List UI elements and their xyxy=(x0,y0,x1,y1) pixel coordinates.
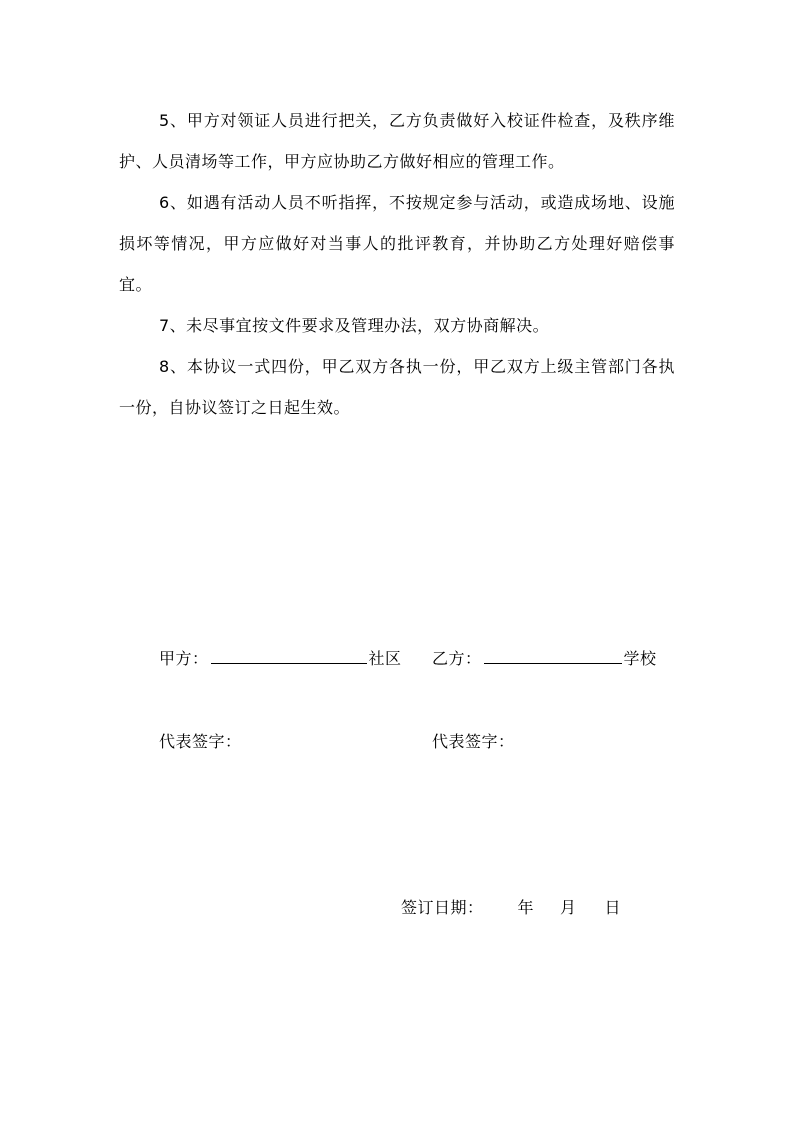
date-label: 签订日期： xyxy=(401,898,484,917)
party-a-label: 甲方： xyxy=(159,649,209,668)
party-b-line xyxy=(432,647,657,671)
day-label: 日 xyxy=(604,898,622,917)
party-b-name-blank[interactable] xyxy=(484,647,622,664)
agreement-clauses xyxy=(119,100,675,428)
clause-5: 5、甲方对领证人员进行把关，乙方负责做好入校证件检查，及秩序维护、人员清场等工作，甲方应协助乙方做好相应的管理工作。 xyxy=(119,111,675,171)
clause-6: 6、如遇有活动人员不听指挥，不按规定参与活动，或造成场地、设施损坏等情况，甲方应做好对当事人的批评教育，并协助乙方处理好赔偿事宜。 xyxy=(119,193,675,294)
clause-8: 8、本协议一式四份，甲乙双方各执一份，甲乙双方上级主管部门各执一份，自协议签订之日起生效。 xyxy=(119,357,675,417)
party-b-suffix: 学校 xyxy=(623,649,657,668)
party-a-name-blank[interactable] xyxy=(211,647,367,664)
party-a-line xyxy=(159,647,402,671)
party-b-label: 乙方： xyxy=(432,649,482,668)
party-a-suffix: 社区 xyxy=(368,649,402,668)
signing-date xyxy=(401,896,621,920)
rep-b-label: 代表签字： xyxy=(432,732,515,751)
clause-7: 7、未尽事宜按文件要求及管理办法，双方协商解决。 xyxy=(159,316,550,335)
rep-a-label: 代表签字： xyxy=(159,732,242,751)
month-label: 月 xyxy=(560,898,577,917)
year-label: 年 xyxy=(517,898,535,917)
party-b-representative xyxy=(432,730,515,754)
party-a-representative xyxy=(159,730,242,754)
